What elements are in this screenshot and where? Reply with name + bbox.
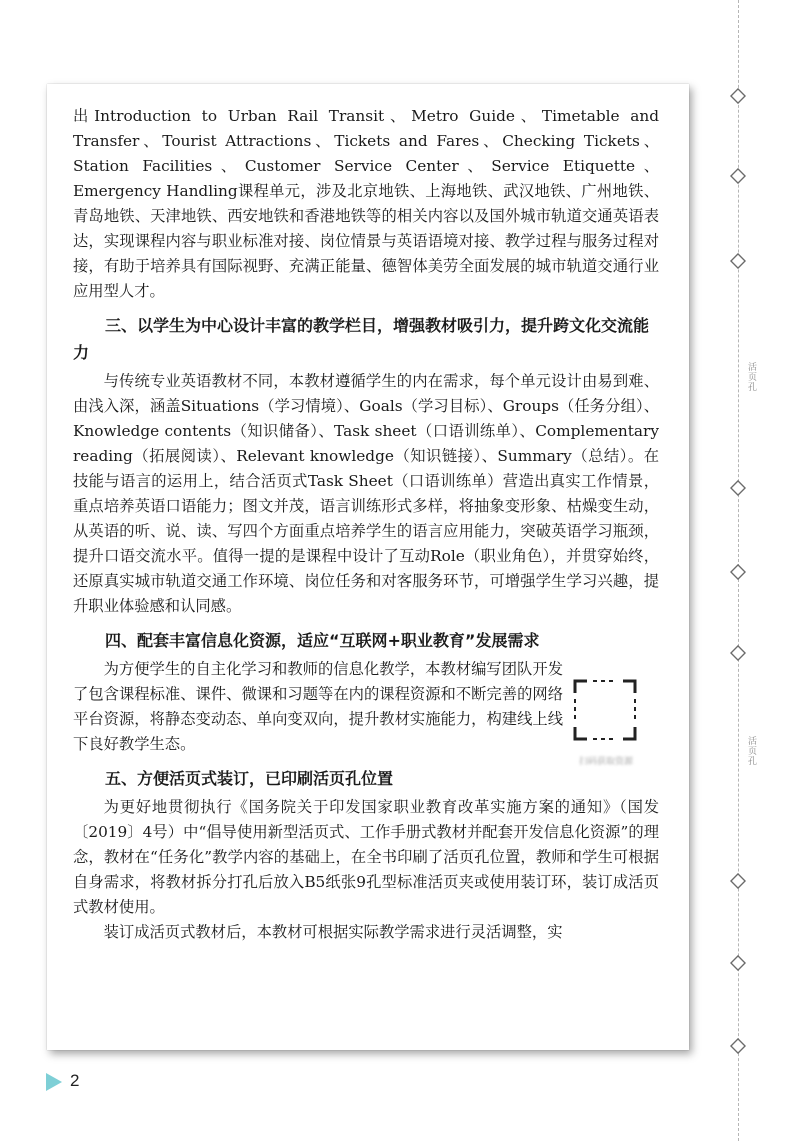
hole-label: 活页孔 xyxy=(746,362,756,392)
binding-hole-icon xyxy=(730,88,746,104)
binding-hole-icon xyxy=(730,1038,746,1054)
paragraph-digital-resources: 为方便学生的自主化学习和教师的信息化教学，本教材编写团队开发了包含课程标准、课件、微课和习题等在内的课程资源和不断完善的网络平台资源，将静态变动态、单向变双向，提升教材实施能力，构建线上线下良好教学生态。 xyxy=(73,660,563,753)
binding-hole-icon xyxy=(730,253,746,269)
qr-caption: 扫码获取资源 xyxy=(578,757,633,766)
heading-section-3: 三、以学生为中心设计丰富的教学栏目，增强教材吸引力，提升跨文化交流能力 xyxy=(73,316,650,362)
hole-label: 活页孔 xyxy=(746,736,756,766)
binding-hole-icon xyxy=(730,955,746,971)
paragraph-after-binding: 装订成活页式教材后，本教材可根据实际教学需求进行灵活调整，实 xyxy=(103,923,563,941)
binding-hole-icon xyxy=(730,168,746,184)
content-card xyxy=(47,84,689,1050)
paragraph-looseleaf-binding: 为更好地贯彻执行《国务院关于印发国家职业教育改革实施方案的通知》（国发〔2019〕4号）中“倡导使用新型活页式、工作手册式教材并配套开发信息化资源”的理念，教材在“任务化”教学内容的基础上，在全书印刷了活页孔位置，教师和学生可根据自身需求，将教材拆分打孔后放入B5纸张9孔型标准活页夹或使用装订环，装订成活页式教材使用。 xyxy=(73,798,659,916)
resources-block xyxy=(73,657,659,766)
paragraph-unit-list: 出Introduction to Urban Rail Transit、Metro Guide、Timetable and Transfer、Tourist Attractions、Tickets and Fares、Checking Tickets、 Station Facilities、Customer Service Center、Service Etiquette、 Emergency Handling课程单元，涉及北京地铁、上海地铁、武汉地铁、广州地铁、青岛地铁、天津地铁、西安地铁和香港地铁等的相关内容以及国外城市轨道交通英语表达，实现课程内容与职业标准对接、岗位情景与英语语境对接、教学过程与服务过程对接，有助于培养具有国际视野、充满正能量、德智体美劳全面发展的城市轨道交通行业应用型人才。 xyxy=(73,107,659,300)
binding-hole-icon xyxy=(730,873,746,889)
paragraph-teaching-columns: 与传统专业英语教材不同，本教材遵循学生的内在需求，每个单元设计由易到难、由浅入深，涵盖Situations（学习情境）、Goals（学习目标）、Groups（任务分组）、Knowledge contents（知识储备）、Task sheet（口语训练单）、Complementary reading（拓展阅读）、Relevant knowledge（知识链接）、Summary（总结）。在技能与语言的运用上，结合活页式Task Sheet（口语训练单）营造出真实工作情景，重点培养英语口语能力；图文并茂，语言训练形式多样，将抽象变形象、枯燥变生动，从英语的听、说、读、写四个方面重点培养学生的语言应用能力，突破英语学习瓶颈，提升口语交流水平。值得一提的是课程中设计了互动Role（职业角色），并贯穿始终，还原真实城市轨道交通工作环境、岗位任务和对客服务环节，可增强学生学习兴趣，提升职业体验感和认同感。 xyxy=(73,372,659,615)
heading-section-5: 五、方便活页式装订，已印刷活页孔位置 xyxy=(105,769,394,788)
binding-hole-icon xyxy=(730,480,746,496)
page-number: 2 xyxy=(70,1071,80,1090)
heading-section-4: 四、配套丰富信息化资源，适应“互联网+职业教育”发展需求 xyxy=(105,631,540,650)
page-arrow-icon xyxy=(45,1072,63,1092)
qr-code-placeholder-icon[interactable] xyxy=(573,679,637,741)
binding-hole-icon xyxy=(730,564,746,580)
binding-hole-icon xyxy=(730,645,746,661)
